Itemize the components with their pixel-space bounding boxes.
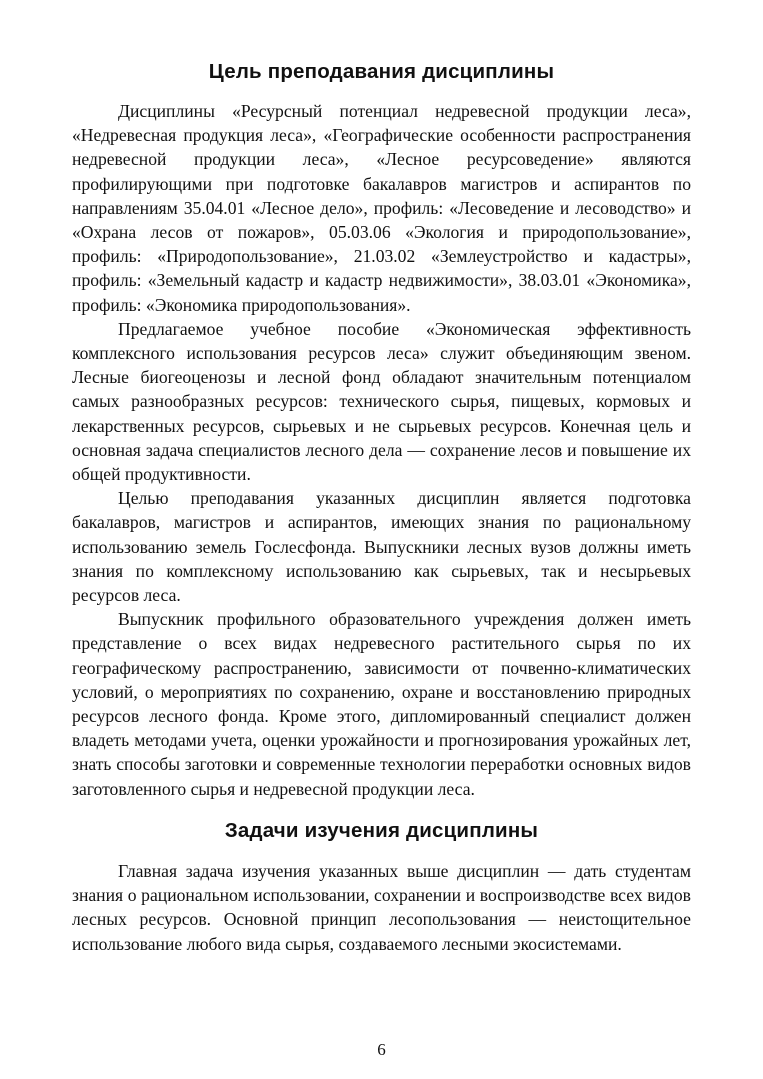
section-title-goal: Цель преподавания дисциплины xyxy=(208,60,555,83)
paragraph: Выпускник профильного образовательного учреждения должен иметь представление о всех видах недревесного растительного сырья по их географическому распространению, зависимости от почвенно-климатических условий, о мероприятиях по сохранению, охране и восстановлению природных ресурсов лесного фонда. Кроме этого, дипломированный специалист должен владеть методами учета, оценки урожайности и прогнозирования урожайных лет, знать способы заготовки и современные технологии переработки основных видов заготовленного сырья и недревесной продукции леса. xyxy=(72,609,691,799)
section-title-tasks: Задачи изучения дисциплины xyxy=(224,818,539,842)
paragraph: Главная задача изучения указанных выше дисциплин — дать студентам знания о рациональном использовании, сохранении и воспроизводстве всех видов лесных ресурсов. Основной принцип лесопользования — неистощительное использование любого вида сырья, создаваемого лесными экосистемами. xyxy=(72,860,691,954)
paragraph: Целью преподавания указанных дисциплин является подготовка бакалавров, магистров и аспирантов, имеющих знания по рациональному использованию земель Гослесфонда. Выпускники лесных вузов должны иметь знания по комплексному использованию как сырьевых, так и несырьевых ресурсов леса. xyxy=(72,488,691,606)
paragraph: Дисциплины «Ресурсный потенциал недревесной продукции леса», «Недревесная продукция леса», «Географические особенности распространения недревесной продукции леса», «Лесное ресурсоведение» являются профилирующими при подготовке бакалавров магистров и аспирантов по направлениям 35.04.01 «Лесное дело», профиль: «Лесоведение и лесоводство» и «Охрана лесов от пожаров», 05.03.06 «Экология и природопользование», профиль: «Природопользование», 21.03.02 «Землеустройство и кадастры», профиль: «Земельный кадастр и кадастр недвижимости», 38.03.01 «Экономика», профиль: «Экономика природопользования». xyxy=(72,101,691,315)
paragraph: Предлагаемое учебное пособие «Экономическая эффективность комплексного использования ресурсов леса» служит объединяющим звеном. Лесные биогеоценозы и лесной фонд обладают значительным потенциалом самых разнообразных ресурсов: технического сырья, пищевых, кормовых и лекарственных ресурсов, сырьевых и не сырьевых ресурсов. Конечная цель и основная задача специалистов лесного дела — сохранение лесов и повышение их общей продуктивности. xyxy=(72,318,691,485)
page-number: 6 xyxy=(377,1040,386,1059)
